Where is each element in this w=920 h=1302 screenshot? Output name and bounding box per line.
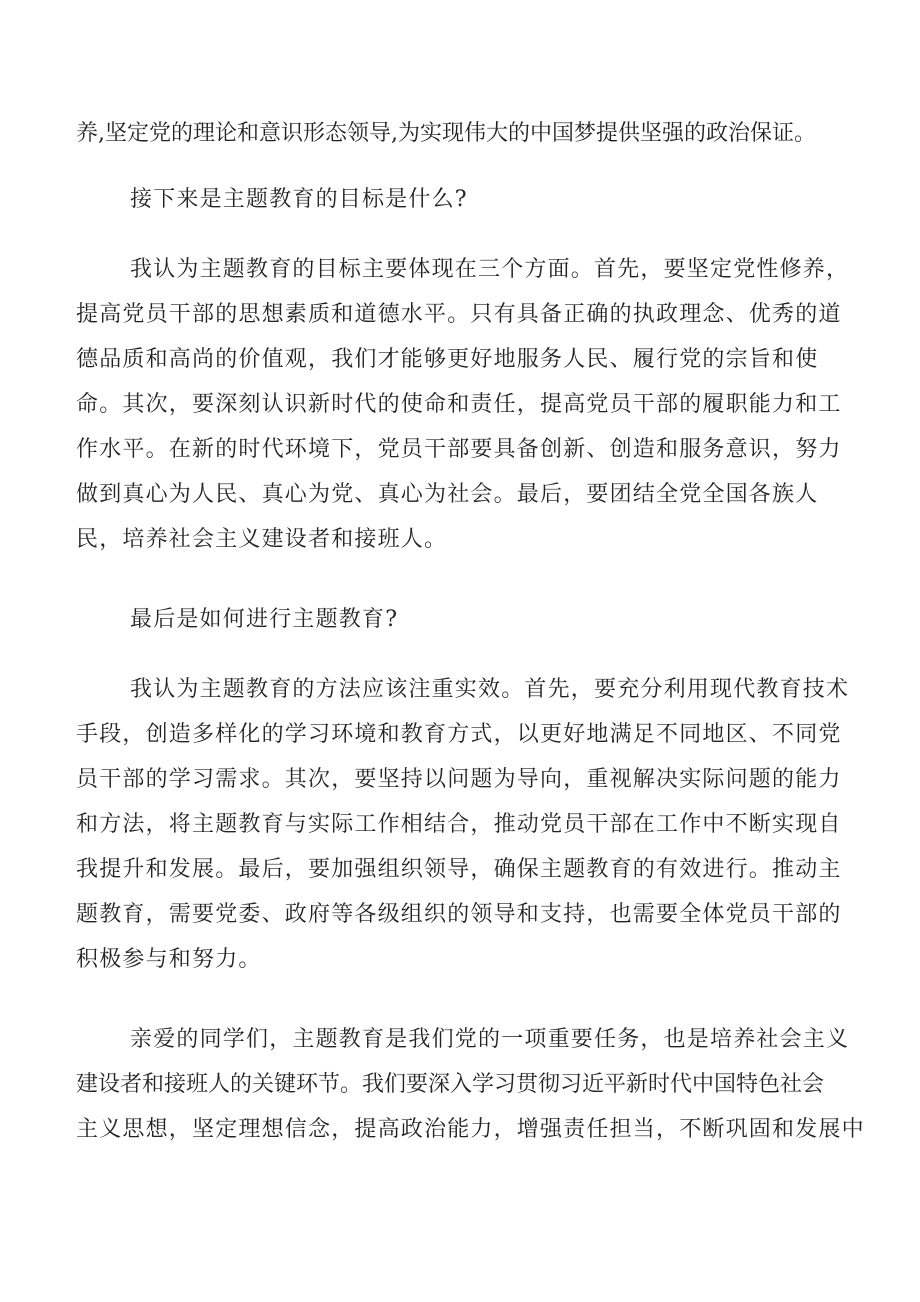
- section-question-method: 最后是如何进行主题教育?: [130, 607, 399, 632]
- paragraph-method-line: 积极参与和努力。: [76, 947, 262, 972]
- paragraph-method-line: 我认为主题教育的方法应该注重实效。首先，要充分利用现代教育技术: [130, 677, 850, 702]
- paragraph-method-line: 我提升和发展。最后，要加强组织领导，确保主题教育的有效进行。推动主: [76, 857, 842, 882]
- paragraph-goal-line: 民，培养社会主义建设者和接班人。: [76, 527, 448, 552]
- paragraph-method-line: 题教育，需要党委、政府等各级组织的领导和支持，也需要全体党员干部的: [76, 902, 842, 927]
- paragraph-method-line: 员干部的学习需求。其次，要坚持以问题为导向，重视解决实际问题的能力: [76, 767, 842, 792]
- paragraph-goal-line: 德品质和高尚的价值观，我们才能够更好地服务人民、履行党的宗旨和使: [76, 347, 819, 372]
- paragraph-method-line: 手段，创造多样化的学习环境和教育方式，以更好地满足不同地区、不同党: [76, 722, 842, 747]
- paragraph-closing-line: 建设者和接班人的关键环节。我们要深入学习贯彻习近平新时代中国特色社会: [76, 1072, 825, 1097]
- paragraph-closing-line: 主义思想，坚定理想信念，提高政治能力，增强责任担当，不断巩固和发展中: [76, 1117, 865, 1142]
- paragraph-goal-line: 命。其次，要深刻认识新时代的使命和责任，提高党员干部的履职能力和工: [76, 392, 842, 417]
- paragraph-goal-line: 我认为主题教育的目标主要体现在三个方面。首先，要坚定党性修养，: [130, 257, 850, 282]
- paragraph-goal-line: 做到真心为人民、真心为党、真心为社会。最后，要团结全党全国各族人: [76, 482, 819, 507]
- paragraph-closing-line: 亲爱的同学们，主题教育是我们党的一项重要任务，也是培养社会主义: [130, 1027, 850, 1052]
- paragraph-continuation-line: 养,坚定党的理论和意识形态领导,为实现伟大的中国梦提供坚强的政治保证。: [76, 121, 816, 146]
- section-question-goal: 接下来是主题教育的目标是什么?: [130, 187, 468, 212]
- paragraph-goal-line: 提高党员干部的思想素质和道德水平。只有具备正确的执政理念、优秀的道: [76, 302, 842, 327]
- paragraph-goal-line: 作水平。在新的时代环境下，党员干部要具备创新、创造和服务意识，努力: [76, 437, 842, 462]
- paragraph-method-line: 和方法，将主题教育与实际工作相结合，推动党员干部在工作中不断实现自: [76, 812, 842, 837]
